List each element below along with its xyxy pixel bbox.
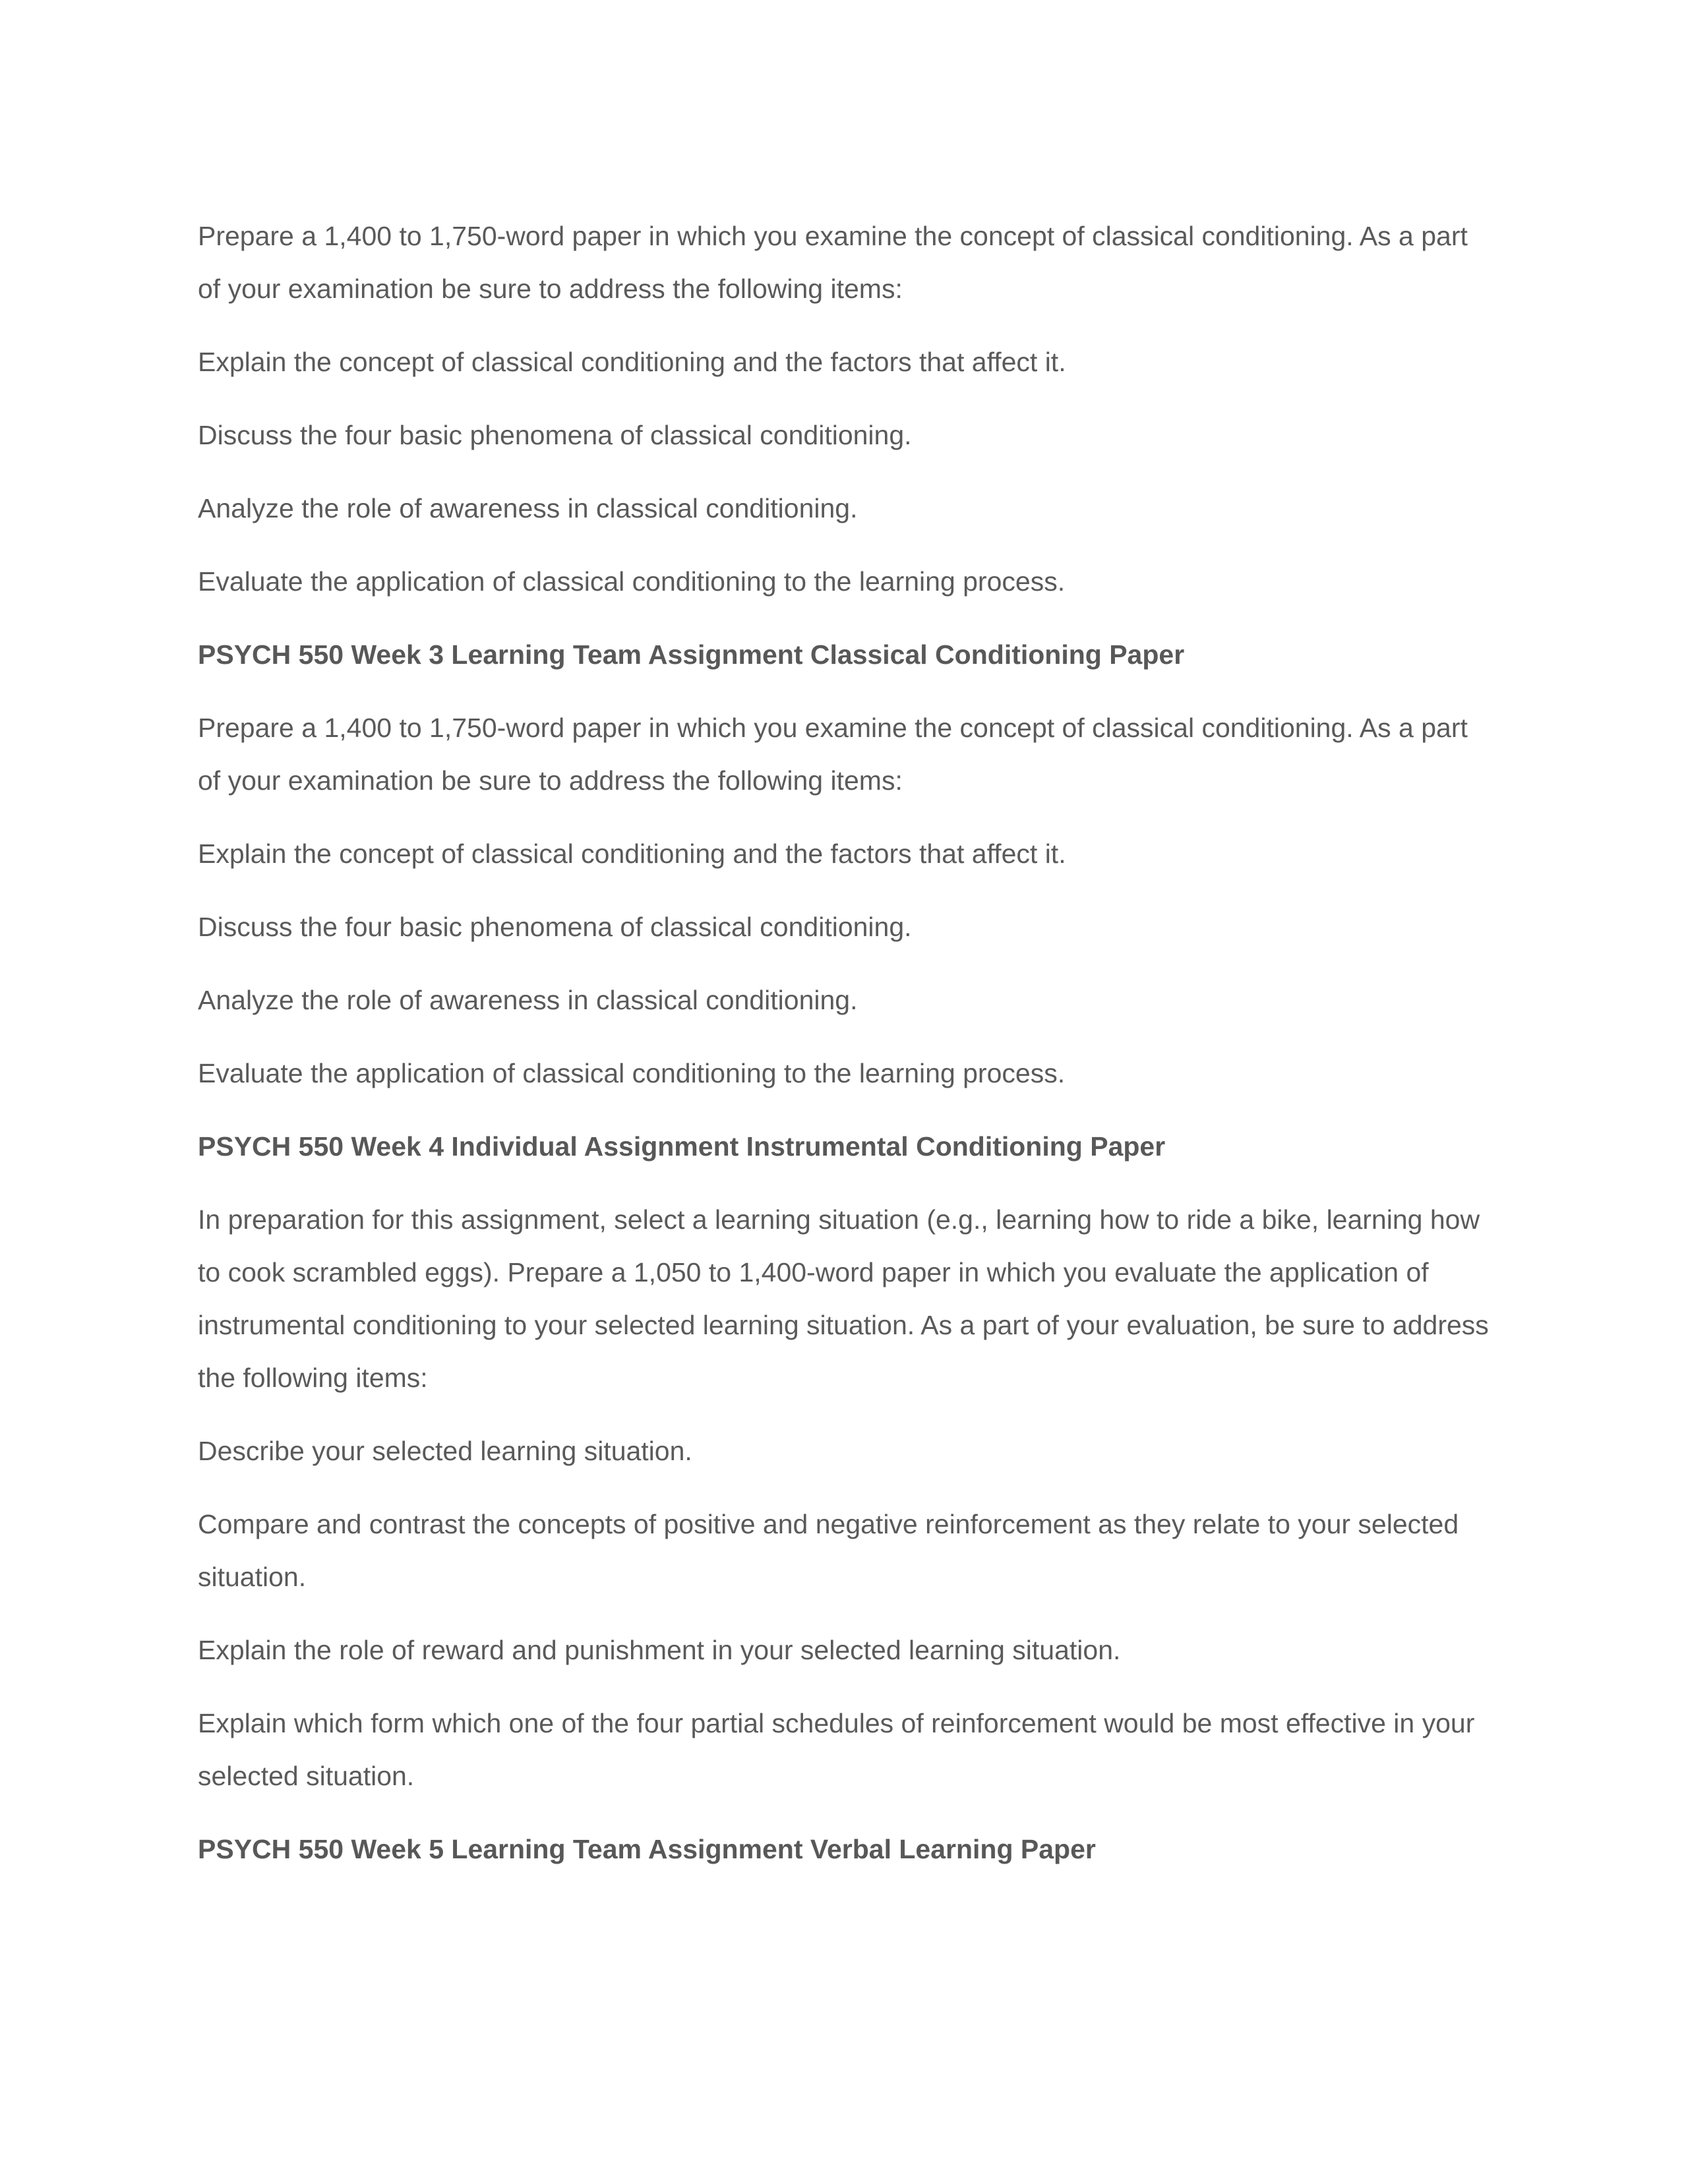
- document-body: [198, 210, 1490, 1896]
- section2-item-1: Explain the concept of classical conditioning and the factors that affect it.: [198, 839, 1066, 869]
- section3-item-3: Explain the role of reward and punishment in your selected learning situation.: [198, 1635, 1121, 1665]
- section1-item-1: Explain the concept of classical conditioning and the factors that affect it.: [198, 347, 1066, 377]
- section2-item-4: Evaluate the application of classical conditioning to the learning process.: [198, 1058, 1066, 1088]
- section2-item-2: Discuss the four basic phenomena of classical conditioning.: [198, 912, 912, 942]
- section1-item-3: Analyze the role of awareness in classical conditioning.: [198, 493, 858, 523]
- section2-intro: Prepare a 1,400 to 1,750-word paper in which you examine the concept of classical conditioning. As a part of your examination be sure to address the following items:: [198, 713, 1468, 796]
- section4-heading: PSYCH 550 Week 5 Learning Team Assignment Verbal Learning Paper: [198, 1834, 1096, 1864]
- section1-item-4: Evaluate the application of classical conditioning to the learning process.: [198, 566, 1066, 597]
- section2-heading: PSYCH 550 Week 3 Learning Team Assignment Classical Conditioning Paper: [198, 639, 1185, 670]
- section1-intro: Prepare a 1,400 to 1,750-word paper in which you examine the concept of classical conditioning. As a part of your examination be sure to address the following items:: [198, 221, 1468, 304]
- section1-item-2: Discuss the four basic phenomena of classical conditioning.: [198, 420, 912, 450]
- section3-intro: In preparation for this assignment, select a learning situation (e.g., learning how to ride a bike, learning how to cook scrambled eggs). Prepare a 1,050 to 1,400-word paper in which you evaluate the application of instrumental conditioning to your selected learning situation. As a part of your evaluation, be sure to address the following items:: [198, 1204, 1489, 1393]
- section3-item-1: Describe your selected learning situation.: [198, 1436, 692, 1466]
- section2-item-3: Analyze the role of awareness in classical conditioning.: [198, 985, 858, 1015]
- section3-item-2: Compare and contrast the concepts of positive and negative reinforcement as they relate to your selected situation.: [198, 1509, 1459, 1592]
- section3-item-4: Explain which form which one of the four partial schedules of reinforcement would be most effective in your selected situation.: [198, 1708, 1475, 1791]
- section3-heading: PSYCH 550 Week 4 Individual Assignment Instrumental Conditioning Paper: [198, 1131, 1166, 1162]
